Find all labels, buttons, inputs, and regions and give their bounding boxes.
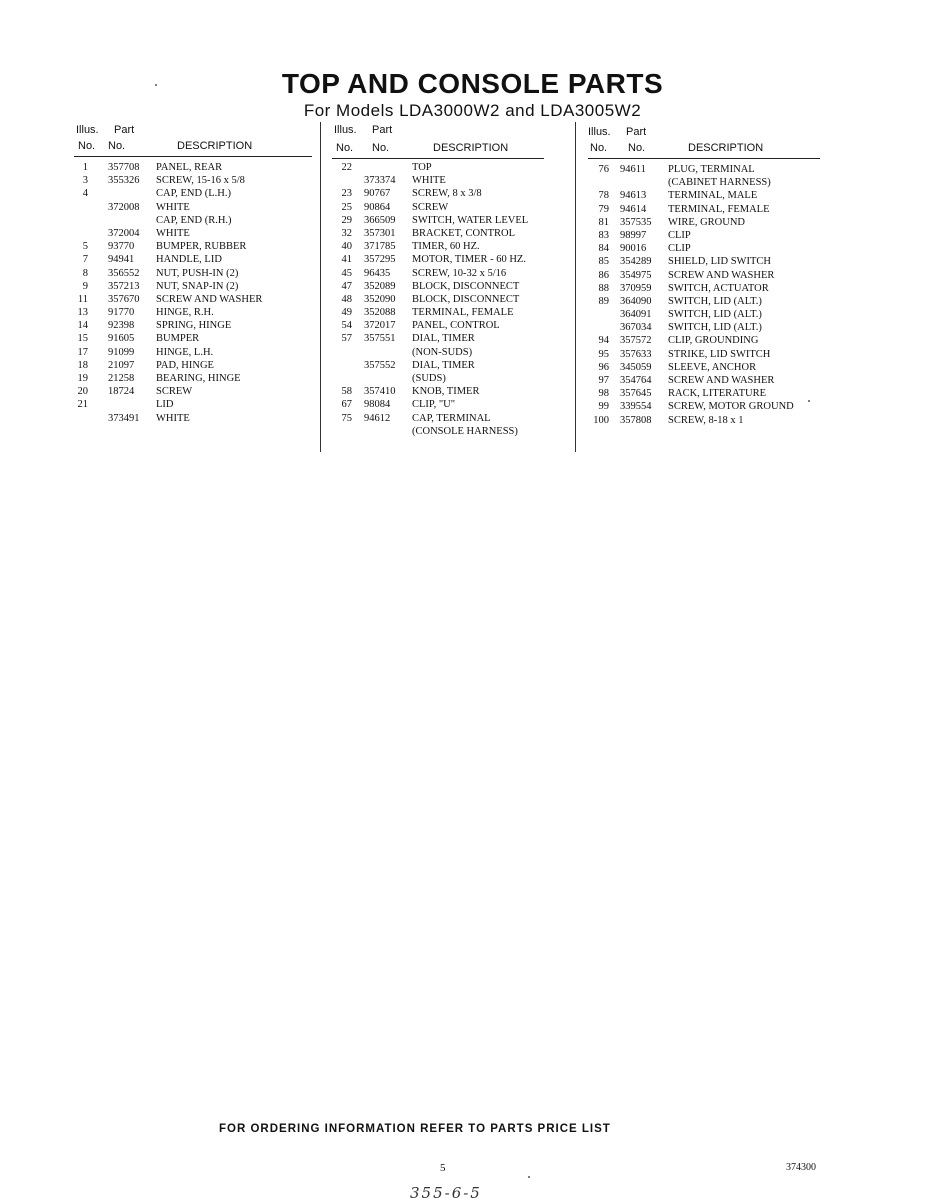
parts-row [588,230,833,243]
part-description: PANEL, CONTROL [412,320,500,332]
parts-row [588,190,833,203]
part-number: 94612 [364,412,391,424]
part-description: SCREW [156,386,193,398]
part-number: 92398 [108,320,135,332]
illus-number: 23 [341,188,352,200]
parts-row [74,188,314,201]
part-description: WHITE [412,175,446,187]
part-description: MOTOR, TIMER - 60 HZ. [412,254,526,266]
part-description: NUT, PUSH-IN (2) [156,267,239,279]
part-description: SCREW AND WASHER [668,375,775,386]
part-number: 94614 [620,203,647,215]
part-description: CAP, END (R.H.) [156,214,232,226]
illus-number: 97 [598,375,609,386]
part-description: SCREW AND WASHER [156,293,263,305]
parts-column-1 [74,122,314,422]
part-number: 93770 [108,241,135,253]
illus-number: 67 [341,399,352,411]
parts-row [74,254,314,267]
part-number: 357535 [620,216,652,228]
part-number: 352090 [364,293,396,305]
parts-row [332,162,577,175]
parts-rows [588,164,833,428]
column-divider [575,122,576,452]
part-number: 94613 [620,190,647,202]
illus-number: 100 [593,414,609,426]
header-illus: Illus. [588,126,611,138]
illus-number: 75 [341,412,352,424]
header-illus-no: No. [336,142,354,154]
parts-row [74,162,314,175]
part-number: 339554 [620,401,652,413]
part-description: NUT, SNAP-IN (2) [156,280,239,292]
part-number: 372017 [364,320,396,332]
illus-number: 96 [598,361,609,373]
ordering-note: FOR ORDERING INFORMATION REFER TO PARTS PRICE LIST [219,1123,611,1135]
parts-row [588,204,833,217]
parts-row [74,228,314,241]
parts-row [74,202,314,215]
illus-number: 19 [77,373,88,384]
parts-row [588,362,833,375]
part-description: BUMPER [156,333,200,345]
part-description: WHITE [156,227,190,239]
page-title: TOP AND CONSOLE PARTS [281,68,664,99]
header-illus-no: No. [78,140,96,152]
header-part-no: No. [628,142,646,154]
parts-row [74,307,314,320]
parts-row [588,349,833,362]
parts-row [588,296,833,309]
part-description: TERMINAL, FEMALE [412,307,514,319]
part-description: HANDLE, LID [156,254,222,266]
illus-number: 32 [341,227,352,239]
parts-row [332,360,577,373]
parts-row [332,294,577,307]
illus-number: 15 [77,333,88,345]
part-description: STRIKE, LID SWITCH [668,348,771,360]
illus-number: 76 [598,164,609,175]
part-number: 371785 [364,241,396,253]
illus-number: 84 [598,243,609,255]
part-description: (SUDS) [412,373,446,384]
part-description: SCREW, 10-32 x 5/16 [412,267,507,279]
illus-number: 17 [77,346,88,358]
part-number: 357410 [364,386,396,398]
parts-row [588,283,833,296]
illus-number: 95 [598,348,609,360]
part-number: 367034 [620,322,652,334]
parts-column-3 [588,122,833,426]
part-number: 355326 [108,175,140,187]
illus-number: 47 [341,280,352,292]
part-description: WIRE, GROUND [668,216,745,228]
part-number: 357670 [108,293,140,305]
header-rule [74,156,312,157]
part-description: KNOB, TIMER [412,386,480,398]
part-description: RACK, LITERATURE [668,388,766,400]
part-description: (NON-SUDS) [412,346,473,358]
illus-number: 21 [77,399,88,411]
illus-number: 20 [77,386,88,398]
illus-number: 8 [82,267,88,279]
part-description: TERMINAL, FEMALE [668,203,770,215]
part-description: SCREW, 8-18 x 1 [668,414,744,426]
parts-row [332,413,577,426]
parts-row [588,375,833,388]
column-header [74,122,314,158]
illus-number: 99 [598,401,609,413]
part-description: HINGE, R.H. [156,307,214,319]
part-description: CLIP [668,229,691,241]
illus-number: 5 [82,241,88,253]
header-description: DESCRIPTION [177,140,253,152]
parts-row [74,294,314,307]
parts-row [332,268,577,281]
parts-row [74,399,314,412]
illus-number: 85 [598,256,609,268]
header-part: Part [114,124,135,136]
parts-row [588,401,833,414]
illus-number: 79 [598,203,609,215]
part-number: 345059 [620,361,652,373]
parts-row [332,202,577,215]
parts-row [332,307,577,320]
part-description: SCREW AND WASHER [668,269,775,281]
part-description: BLOCK, DISCONNECT [412,280,520,292]
part-description: CAP, END (L.H.) [156,188,231,200]
illus-number: 89 [598,295,609,307]
parts-row [332,254,577,267]
parts-row [332,241,577,254]
parts-row [332,373,577,386]
header-illus: Illus. [334,124,357,136]
scan-speck [528,1176,530,1178]
parts-row [588,256,833,269]
parts-row [588,415,833,428]
part-number: 357633 [620,348,652,360]
part-description: SLEEVE, ANCHOR [668,361,757,373]
illus-number: 11 [77,293,88,305]
part-description: TERMINAL, MALE [668,190,758,202]
part-number: 94611 [620,164,646,175]
part-number: 373374 [364,175,396,187]
part-description: SHIELD, LID SWITCH [668,256,771,268]
part-description: SCREW, 8 x 3/8 [412,188,482,200]
part-description: SPRING, HINGE [156,320,232,332]
parts-row [332,188,577,201]
illus-number: 88 [598,282,609,294]
parts-row [588,217,833,230]
part-number: 354975 [620,269,652,281]
part-number: 96435 [364,267,391,279]
part-description: PANEL, REAR [156,162,223,173]
header-part: Part [626,126,647,138]
part-number: 357552 [364,359,396,371]
part-number: 352089 [364,280,396,292]
part-number: 90767 [364,188,391,200]
part-description: BEARING, HINGE [156,373,241,384]
part-description: DIAL, TIMER [412,359,475,371]
part-number: 21258 [108,373,135,384]
parts-row [332,228,577,241]
illus-number: 13 [77,307,88,319]
part-number: 372004 [108,227,140,239]
illus-number: 40 [341,241,352,253]
part-number: 356552 [108,267,140,279]
part-description: PAD, HINGE [156,359,214,371]
parts-row [588,335,833,348]
part-description: SCREW, MOTOR GROUND [668,401,794,413]
part-description: SWITCH, WATER LEVEL [412,214,529,226]
parts-row [74,175,314,188]
part-description: CLIP [668,243,691,255]
scan-speck [808,400,810,402]
illus-number: 1 [82,162,88,173]
part-number: 357551 [364,333,396,345]
header-part: Part [372,124,393,136]
header-part-no: No. [372,142,390,154]
illus-number: 3 [82,175,88,187]
parts-row [588,177,833,190]
part-description: TIMER, 60 HZ. [412,241,480,253]
parts-row [332,281,577,294]
part-number: 364090 [620,295,652,307]
header-rule [332,158,544,159]
part-description: SCREW, 15-16 x 5/8 [156,175,245,187]
document-number: 374300 [786,1162,816,1173]
illus-number: 78 [598,190,609,202]
illus-number: 7 [82,254,88,266]
part-description: WHITE [156,201,190,213]
column-header [588,122,833,158]
part-description: SCREW [412,201,449,213]
illus-number: 22 [341,162,352,173]
part-description: TOP [412,162,432,173]
part-description: BUMPER, RUBBER [156,241,247,253]
illus-number: 18 [77,359,88,371]
parts-row [74,241,314,254]
illus-number: 14 [77,320,88,332]
parts-row [74,320,314,333]
parts-row [332,333,577,346]
part-number: 18724 [108,386,135,398]
illus-number: 98 [598,388,609,400]
parts-row [332,175,577,188]
parts-row [332,399,577,412]
part-number: 354764 [620,375,652,386]
part-number: 352088 [364,307,396,319]
parts-row [74,373,314,386]
parts-row [74,413,314,426]
parts-row [332,215,577,228]
part-number: 90864 [364,201,391,213]
part-number: 91099 [108,346,135,358]
illus-number: 49 [341,307,352,319]
part-number: 354289 [620,256,652,268]
header-illus: Illus. [76,124,99,136]
illus-number: 29 [341,214,352,226]
parts-rows [74,162,314,426]
illus-number: 45 [341,267,352,279]
part-description: SWITCH, ACTUATOR [668,282,769,294]
part-description: WHITE [156,412,190,424]
parts-row [74,268,314,281]
page-number: 5 [440,1162,446,1174]
part-number: 357301 [364,227,396,239]
parts-row [74,281,314,294]
part-number: 357572 [620,335,652,347]
part-number: 372008 [108,201,140,213]
part-description: SWITCH, LID (ALT.) [668,295,762,307]
header-rule [588,158,820,159]
part-description: CAP, TERMINAL [412,412,491,424]
part-description: (CABINET HARNESS) [668,177,771,189]
illus-number: 86 [598,269,609,281]
parts-row [588,388,833,401]
parts-row [588,243,833,256]
parts-row [74,333,314,346]
parts-rows [332,162,577,439]
part-number: 357808 [620,414,652,426]
column-header [332,122,577,158]
part-number: 370959 [620,282,652,294]
part-number: 98997 [620,229,647,241]
handwritten-note: 355-6-5 [410,1184,482,1202]
part-description: LID [156,399,174,411]
part-number: 21097 [108,359,135,371]
header-description: DESCRIPTION [433,142,509,154]
parts-row [74,386,314,399]
part-description: SWITCH, LID (ALT.) [668,322,762,334]
illus-number: 25 [341,201,352,213]
illus-number: 54 [341,320,352,332]
parts-row [332,386,577,399]
illus-number: 94 [598,335,609,347]
parts-row [332,426,577,439]
part-description: CLIP, "U" [412,399,455,411]
part-description: SWITCH, LID (ALT.) [668,309,762,321]
header-part-no: No. [108,140,126,152]
illus-number: 83 [598,229,609,241]
part-description: BRACKET, CONTROL [412,227,516,239]
part-number: 90016 [620,243,647,255]
illus-number: 57 [341,333,352,345]
part-description: CLIP, GROUNDING [668,335,759,347]
parts-row [588,164,833,177]
parts-row [74,347,314,360]
part-number: 91770 [108,307,135,319]
parts-row [332,347,577,360]
column-divider [320,122,321,452]
part-number: 357645 [620,388,652,400]
parts-row [74,360,314,373]
part-description: PLUG, TERMINAL [668,164,755,175]
parts-row [588,309,833,322]
part-description: BLOCK, DISCONNECT [412,293,520,305]
illus-number: 58 [341,386,352,398]
illus-number: 9 [82,280,88,292]
part-number: 373491 [108,412,140,424]
parts-row [74,215,314,228]
parts-row [588,322,833,335]
parts-row [588,270,833,283]
scan-speck [155,84,157,86]
part-number: 357213 [108,280,140,292]
part-number: 366509 [364,214,396,226]
part-number: 94941 [108,254,135,266]
part-description: DIAL, TIMER [412,333,475,345]
part-number: 91605 [108,333,135,345]
part-description: HINGE, L.H. [156,346,214,358]
header-illus-no: No. [590,142,608,154]
part-number: 357708 [108,162,140,173]
part-description: (CONSOLE HARNESS) [412,425,518,437]
illus-number: 41 [341,254,352,266]
header-description: DESCRIPTION [688,142,764,154]
part-number: 364091 [620,309,652,321]
illus-number: 81 [598,216,609,228]
illus-number: 48 [341,293,352,305]
illus-number: 4 [82,188,88,200]
part-number: 357295 [364,254,396,266]
page-subtitle: For Models LDA3000W2 and LDA3005W2 [303,101,642,120]
part-number: 98084 [364,399,391,411]
parts-row [332,320,577,333]
parts-column-2 [332,122,577,435]
